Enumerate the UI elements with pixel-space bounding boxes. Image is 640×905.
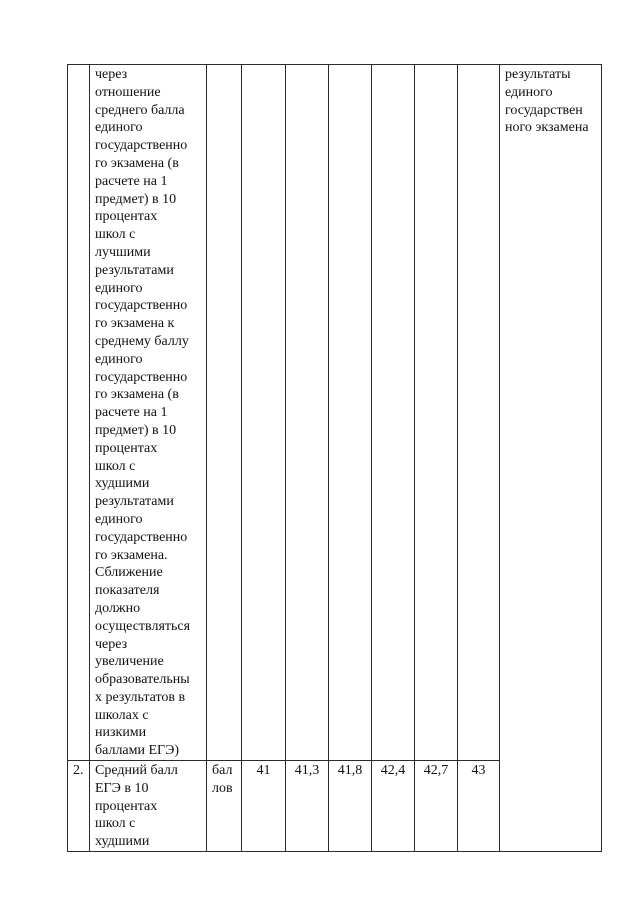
row-number-cell: 2. [68,761,90,852]
indicators-table [67,64,602,852]
value-cell [286,65,329,761]
table-row [68,65,602,761]
value-cell: 41,3 [286,761,329,852]
unit-cell [207,65,242,761]
value-cell [372,65,415,761]
source-cell: результаты единого государствен ного экзамена [500,65,602,852]
row-number-cell [68,65,90,761]
value-cell: 41 [242,761,286,852]
value-cell: 42,4 [372,761,415,852]
value-cell [415,65,458,761]
unit-cell: бал лов [207,761,242,852]
value-cell: 42,7 [415,761,458,852]
value-cell: 43 [458,761,500,852]
value-cell: 41,8 [329,761,372,852]
indicator-cell: через отношение среднего балла единого государственно го экзамена (в расчете на 1 предмет) в 10 процентах школ с лучшими результатами единого государственно го экзамена к среднему баллу единого государственно го экзамена (в расчете на 1 предмет) в 10 процентах школ с худшими результатами единого государственно го экзамена. Сближение показателя должно осуществляться через увеличение образовательны х результатов в школах с низкими баллами ЕГЭ) [90,65,207,761]
value-cell [329,65,372,761]
value-cell [242,65,286,761]
value-cell [458,65,500,761]
indicator-cell: Средний балл ЕГЭ в 10 процентах школ с худшими [90,761,207,852]
